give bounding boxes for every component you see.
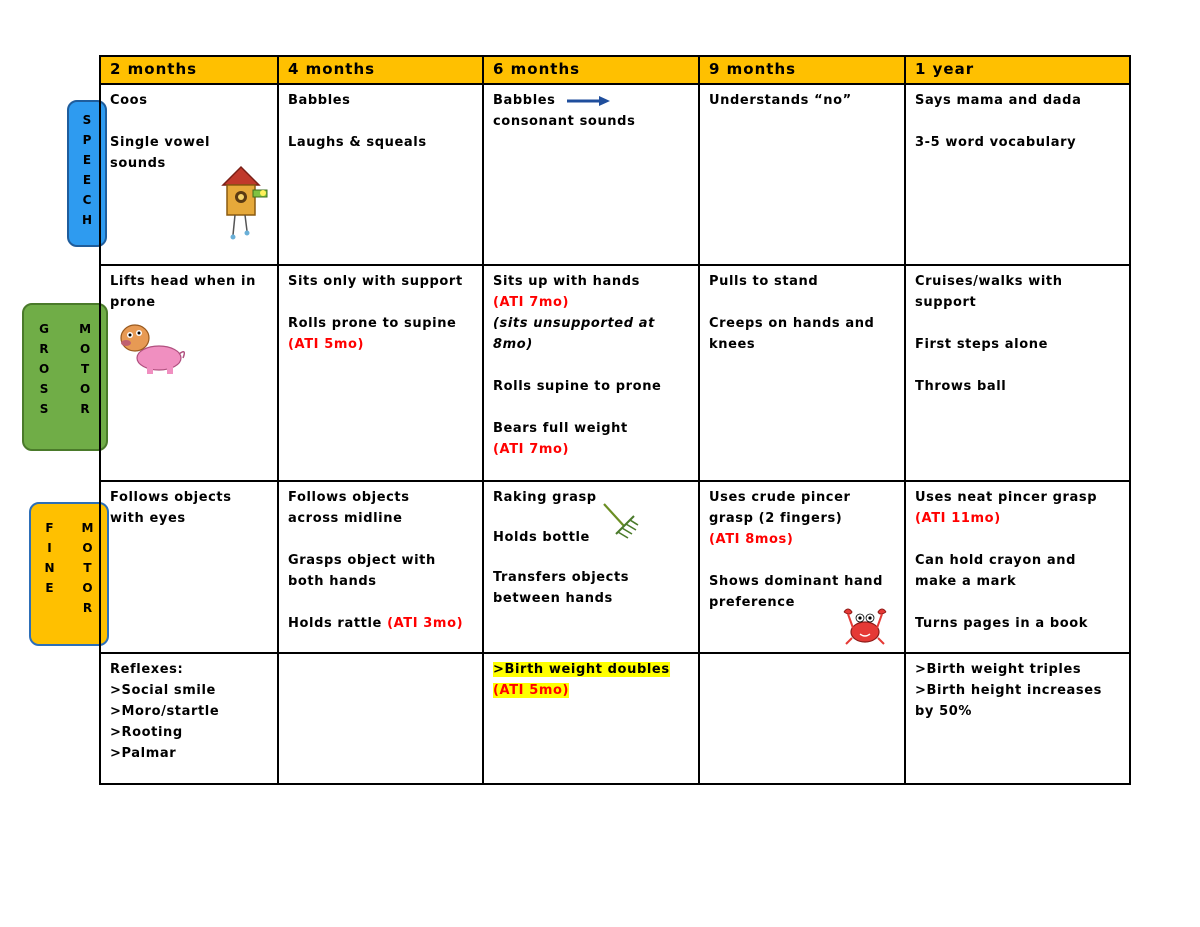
speech-1-year xyxy=(905,84,1130,265)
cell-line: Understands “no” xyxy=(709,93,852,108)
fine-column xyxy=(45,518,55,618)
header-1-year: 1 year xyxy=(905,56,1130,84)
cell-line: >Social smile xyxy=(110,683,216,698)
cell-line: Cruises/walks with xyxy=(915,274,1063,289)
highlighted-text: >Birth weight doubles xyxy=(493,662,670,677)
motor-column xyxy=(79,319,91,419)
cell-line: >Rooting xyxy=(110,725,183,740)
gross-motor-row xyxy=(100,265,1130,481)
fine-letter: N xyxy=(44,561,55,575)
cell-line: Rolls supine to prone xyxy=(493,379,662,394)
gross-letter: S xyxy=(39,402,49,416)
speech-6-months xyxy=(483,84,699,265)
ati-note: (ATI 11mo) xyxy=(915,511,1001,526)
fine-2-months xyxy=(100,481,278,653)
cell-line: Shows dominant hand xyxy=(709,574,884,589)
cell-line: Turns pages in a book xyxy=(915,616,1089,631)
other-4-months xyxy=(278,653,483,784)
fine-motor-tab xyxy=(29,502,109,646)
motor-letter: O xyxy=(79,342,91,356)
motor-letter: O xyxy=(82,581,93,595)
motor-letter: T xyxy=(80,362,90,376)
cell-line: Lifts head when in xyxy=(110,274,256,289)
motor-column xyxy=(82,518,94,618)
milestones-table xyxy=(99,55,1131,785)
cell-line: Grasps object with xyxy=(288,553,436,568)
cell-line: sounds xyxy=(110,156,166,171)
other-9-months xyxy=(699,653,905,784)
fine-9-months xyxy=(699,481,905,653)
cell-line: Sits only with support xyxy=(288,274,463,289)
cell-line: support xyxy=(915,295,977,310)
fine-motor-row xyxy=(100,481,1130,653)
motor-letter: O xyxy=(82,541,93,555)
cell-line: 3-5 word vocabulary xyxy=(915,135,1077,150)
cell-line: Sits up with hands xyxy=(493,274,640,289)
motor-letter: R xyxy=(82,601,93,615)
cell-line: Creeps on hands and xyxy=(709,316,875,331)
cell-line: Rolls prone to supine xyxy=(288,316,457,331)
cell-line: Follows objects xyxy=(110,490,232,505)
fine-6-months xyxy=(483,481,699,653)
cell-line: Follows objects xyxy=(288,490,410,505)
fine-4-months xyxy=(278,481,483,653)
gross-4-months xyxy=(278,265,483,481)
speech-9-months xyxy=(699,84,905,265)
crawling-pig-icon xyxy=(117,318,191,376)
speech-2-months xyxy=(100,84,278,265)
cell-line: consonant sounds xyxy=(493,114,636,129)
cell-line: grasp (2 fingers) xyxy=(709,511,843,526)
header-2-months: 2 months xyxy=(100,56,278,84)
cell-line: >Birth weight triples xyxy=(915,662,1082,677)
fine-letter: I xyxy=(47,541,52,555)
cell-line: between hands xyxy=(493,591,613,606)
cell-line: with eyes xyxy=(110,511,186,526)
cell-line xyxy=(493,659,689,680)
ati-note: (ATI 7mo) xyxy=(493,442,570,457)
cell-line: Coos xyxy=(110,93,148,108)
cell-line: Holds bottle xyxy=(493,530,590,545)
header-row xyxy=(100,56,1130,84)
speech-letter: C xyxy=(82,193,92,207)
speech-letter: E xyxy=(82,153,92,167)
cell-text: Holds rattle xyxy=(288,616,382,631)
fine-letter: F xyxy=(45,521,54,535)
gross-column xyxy=(39,319,49,419)
arrow-right-icon xyxy=(565,95,611,107)
motor-letter: R xyxy=(80,402,90,416)
cell-line: knees xyxy=(709,337,756,352)
gross-letter: O xyxy=(38,362,50,376)
gross-letter: R xyxy=(39,342,49,356)
cell-line: Raking grasp xyxy=(493,490,597,505)
cell-line: Pulls to stand xyxy=(709,274,819,289)
ati-note: (ATI 5mo) xyxy=(288,337,365,352)
cell-line xyxy=(493,90,689,111)
speech-letter: S xyxy=(82,113,92,127)
cell-line xyxy=(288,613,473,634)
header-6-months: 6 months xyxy=(483,56,699,84)
cell-line: Throws ball xyxy=(915,379,1007,394)
gross-6-months xyxy=(483,265,699,481)
cell-line: Laughs & squeals xyxy=(288,135,427,150)
cell-line: Bears full weight xyxy=(493,421,628,436)
cell-line: >Palmar xyxy=(110,746,177,761)
cell-line: Single vowel xyxy=(110,135,211,150)
fine-1-year xyxy=(905,481,1130,653)
other-6-months xyxy=(483,653,699,784)
birdhouse-clock-icon xyxy=(219,165,271,243)
speech-row xyxy=(100,84,1130,265)
gross-letter: G xyxy=(39,322,49,336)
cell-line: Transfers objects xyxy=(493,570,630,585)
ati-note: (ATI 8mos) xyxy=(709,532,794,547)
gross-motor-tab xyxy=(22,303,108,451)
cell-line: Babbles xyxy=(288,93,351,108)
header-4-months: 4 months xyxy=(278,56,483,84)
cell-line: 8mo) xyxy=(493,337,533,352)
ati-note: (ATI 3mo) xyxy=(387,616,464,631)
cell-line: make a mark xyxy=(915,574,1017,589)
cell-line: both hands xyxy=(288,574,377,589)
cell-line: First steps alone xyxy=(915,337,1048,352)
speech-letter: P xyxy=(82,133,92,147)
cell-line: Says mama and dada xyxy=(915,93,1082,108)
gross-9-months xyxy=(699,265,905,481)
gross-1-year xyxy=(905,265,1130,481)
cell-line: Uses crude pincer xyxy=(709,490,851,505)
cell-line: (sits unsupported at xyxy=(493,316,655,331)
cell-line: preference xyxy=(709,595,796,610)
speech-letter: E xyxy=(82,173,92,187)
cell-text: Babbles xyxy=(493,93,556,108)
header-9-months: 9 months xyxy=(699,56,905,84)
motor-letter: T xyxy=(83,561,92,575)
fine-letter: E xyxy=(45,581,54,595)
cell-line: Can hold crayon and xyxy=(915,553,1076,568)
gross-letter: S xyxy=(39,382,49,396)
motor-letter: O xyxy=(79,382,91,396)
cell-line: prone xyxy=(110,295,156,310)
ati-note: (ATI 7mo) xyxy=(493,295,570,310)
gross-2-months xyxy=(100,265,278,481)
rake-icon xyxy=(600,500,640,540)
motor-letter: M xyxy=(81,521,94,535)
other-1-year xyxy=(905,653,1130,784)
cell-line: across midline xyxy=(288,511,403,526)
cell-line: Uses neat pincer grasp xyxy=(915,490,1098,505)
cell-line: >Birth height increases xyxy=(915,683,1103,698)
other-2-months xyxy=(100,653,278,784)
cell-line: Reflexes: xyxy=(110,662,184,677)
crab-icon xyxy=(840,604,890,648)
motor-letter: M xyxy=(79,322,92,336)
cell-line xyxy=(493,680,689,701)
speech-4-months xyxy=(278,84,483,265)
other-row xyxy=(100,653,1130,784)
cell-line: >Moro/startle xyxy=(110,704,220,719)
cell-line: by 50% xyxy=(915,704,973,719)
speech-letter: H xyxy=(81,213,93,227)
ati-note: (ATI 5mo) xyxy=(493,683,570,698)
